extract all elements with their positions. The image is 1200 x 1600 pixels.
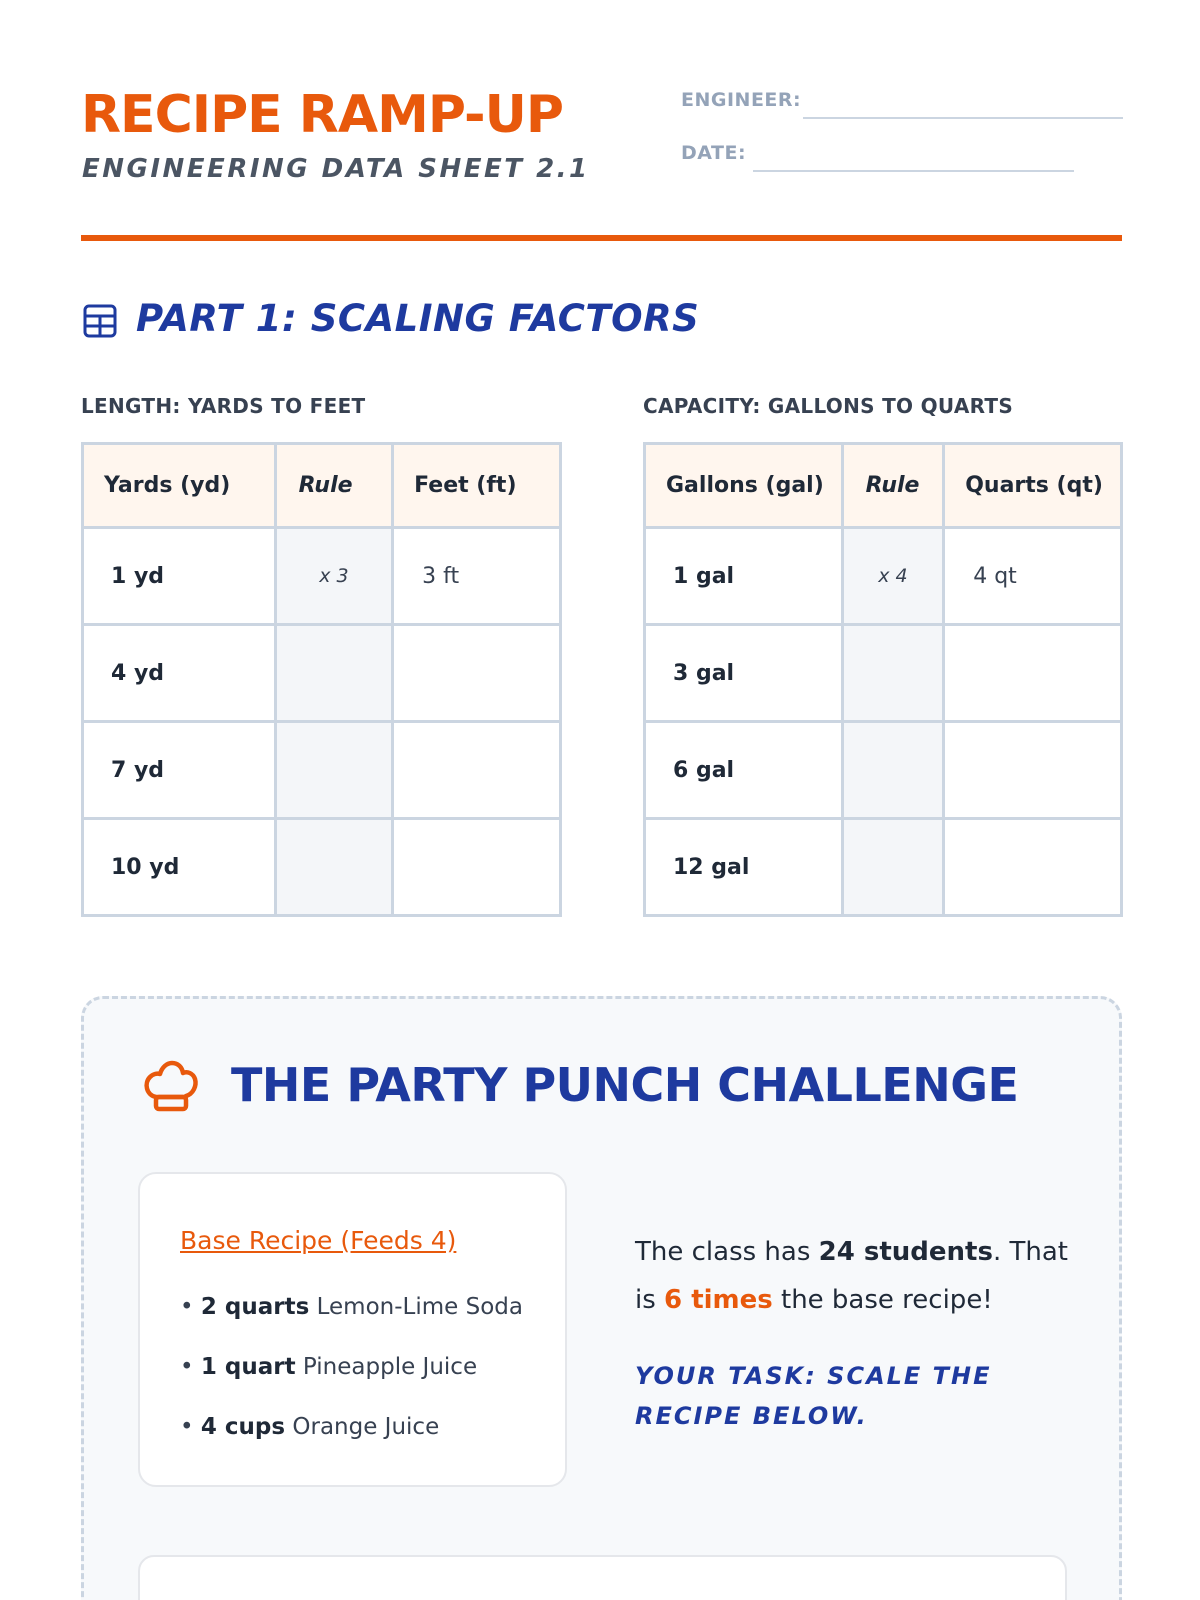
table-row [83, 625, 561, 722]
engineer-field[interactable] [803, 117, 1123, 119]
page-title: RECIPE RAMP-UP [81, 85, 563, 145]
date-label: DATE: [681, 142, 747, 164]
page-header [81, 84, 1121, 244]
rule-cell[interactable] [842, 625, 944, 722]
qty-cell: 6 gal [645, 722, 843, 819]
table-row [83, 819, 561, 916]
answer-cell[interactable] [393, 819, 561, 916]
capacity-table-caption: CAPACITY: GALLONS TO QUARTS [643, 394, 1014, 418]
list-item: • 2 quarts Lemon-Lime Soda [180, 1294, 523, 1320]
table-row [83, 722, 561, 819]
length-table [81, 442, 562, 917]
page-subtitle: ENGINEERING DATA SHEET 2.1 [82, 154, 590, 184]
chef-hat-icon [140, 1055, 200, 1115]
column-header: Quarts (qt) [944, 444, 1122, 528]
list-item: • 4 cups Orange Juice [180, 1414, 440, 1440]
info-text: . That is [635, 1237, 1068, 1315]
column-header: Rule [842, 444, 944, 528]
rule-cell[interactable] [275, 625, 392, 722]
table-row [645, 528, 1122, 625]
answer-cell[interactable] [944, 722, 1122, 819]
ingredient-name: Pineapple Juice [302, 1354, 478, 1380]
class-info [635, 1228, 1095, 1324]
answer-cell[interactable] [393, 625, 561, 722]
scale-factor: 6 times [664, 1285, 773, 1315]
qty-cell: 1 yd [83, 528, 276, 625]
column-header: Rule [275, 444, 392, 528]
column-header: Yards (yd) [83, 444, 276, 528]
answer-cell[interactable] [944, 819, 1122, 916]
answer-cell[interactable] [393, 722, 561, 819]
table-row [645, 819, 1122, 916]
rule-cell[interactable] [275, 819, 392, 916]
qty-cell: 10 yd [83, 819, 276, 916]
table-row [83, 528, 561, 625]
student-count: 24 students [818, 1237, 993, 1267]
date-field[interactable] [753, 170, 1074, 172]
length-table-caption: LENGTH: YARDS TO FEET [81, 394, 366, 418]
qty-cell: 7 yd [83, 722, 276, 819]
ingredient-amount: 2 quarts [200, 1294, 310, 1320]
ingredient-name: Lemon-Lime Soda [316, 1294, 523, 1320]
table-header-row [83, 444, 561, 528]
answer-cell[interactable] [944, 625, 1122, 722]
table-icon [83, 304, 117, 338]
rule-cell: x 4 [842, 528, 944, 625]
qty-cell: 4 yd [83, 625, 276, 722]
rule-cell: x 3 [275, 528, 392, 625]
info-text: The class has [635, 1237, 819, 1267]
part1-title: PART 1: SCALING FACTORS [136, 297, 700, 340]
ingredient-name: Orange Juice [292, 1414, 440, 1440]
column-header: Feet (ft) [393, 444, 561, 528]
answer-cell[interactable]: 4 qt [944, 528, 1122, 625]
ingredient-amount: 4 cups [200, 1414, 286, 1440]
challenge-title: THE PARTY PUNCH CHALLENGE [231, 1058, 1019, 1112]
qty-cell: 1 gal [645, 528, 843, 625]
scaled-recipe-box [138, 1555, 1067, 1600]
recipe-card [138, 1172, 567, 1487]
recipe-heading: Base Recipe (Feeds 4) [180, 1226, 457, 1255]
answer-cell[interactable]: 3 ft [393, 528, 561, 625]
engineer-label: ENGINEER: [681, 89, 802, 111]
header-divider [81, 235, 1122, 241]
table-row [645, 625, 1122, 722]
qty-cell: 12 gal [645, 819, 843, 916]
rule-cell[interactable] [842, 819, 944, 916]
column-header: Gallons (gal) [645, 444, 843, 528]
list-item: • 1 quart Pineapple Juice [180, 1354, 478, 1380]
capacity-table [643, 442, 1123, 917]
rule-cell[interactable] [842, 722, 944, 819]
rule-cell[interactable] [275, 722, 392, 819]
table-header-row [645, 444, 1122, 528]
ingredient-amount: 1 quart [200, 1354, 296, 1380]
info-text: the base recipe! [772, 1285, 993, 1315]
qty-cell: 3 gal [645, 625, 843, 722]
task-instruction: YOUR TASK: SCALE THE RECIPE BELOW. [635, 1362, 992, 1430]
table-row [645, 722, 1122, 819]
